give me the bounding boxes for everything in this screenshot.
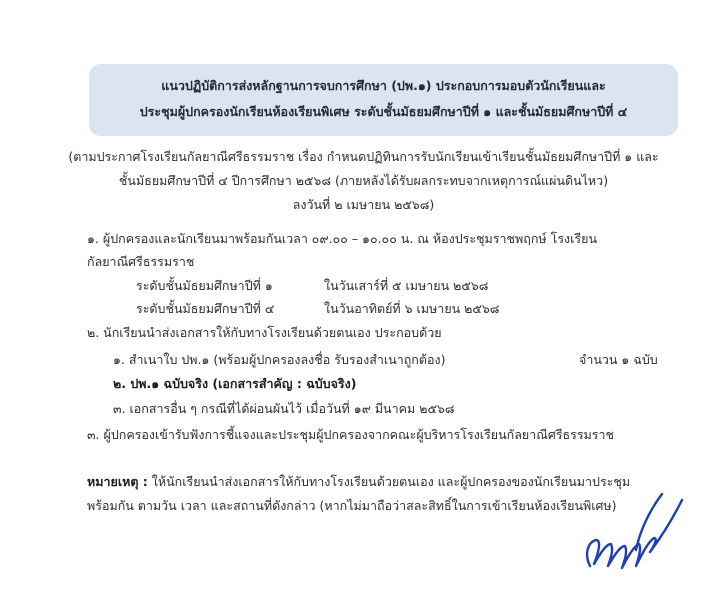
- note-label: หมายเหตุ :: [87, 474, 148, 489]
- doc-3: ๓. เอกสารอื่น ๆ กรณีที่ได้ผ่อนผันไว้ เมื่อวันที่ ๑๙ มีนาคม ๒๕๖๘: [113, 401, 455, 416]
- item-2-heading: ๒. นักเรียนนำส่งเอกสารให้กับทางโรงเรียนด้วยตนเอง ประกอบด้วย: [87, 325, 442, 340]
- note-line-2: พร้อมกัน ตามวัน เวลา และสถานที่ดังกล่าว (หากไม่มาถือว่าสละสิทธิ์ในการเข้าเรียนห้องเรียนพิเศษ): [87, 498, 617, 513]
- doc-2: ๒. ปพ.๑ ฉบับจริง (เอกสารสำคัญ : ฉบับจริง): [113, 376, 357, 391]
- reference-line-1: (ตามประกาศโรงเรียนกัลยาณีศรีธรรมราช เรื่อง กำหนดปฏิทินการรับนักเรียนเข้าเรียนชั้นมัธยมศึกษาปีที่ ๑ และ: [68, 149, 659, 164]
- reference-date: ลงวันที่ ๒ เมษายน ๒๕๖๘): [292, 197, 435, 212]
- doc-1: ๑. สำเนาใบ ปพ.๑ (พร้อมผู้ปกครองลงชื่อ รับรองสำเนาถูกต้อง): [113, 352, 446, 367]
- schedule-date-m4: ในวันอาทิตย์ที่ ๖ เมษายน ๒๕๖๘: [324, 301, 500, 316]
- title-line-1: แนวปฏิบัติการส่งหลักฐานการจบการศึกษา (ปพ.๑) ประกอบการมอบตัวนักเรียนและ: [161, 78, 606, 93]
- note-text-1: ให้นักเรียนนำส่งเอกสารให้กับทางโรงเรียนด้วยตนเอง และผู้ปกครองของนักเรียนมาประชุม: [147, 474, 631, 489]
- schedule-level-m4: ระดับชั้นมัธยมศึกษาปีที่ ๔: [136, 301, 275, 316]
- signature-image: [578, 470, 688, 585]
- item-1-line-2: กัลยาณีศรีธรรมราช: [87, 254, 195, 269]
- schedule-level-m1: ระดับชั้นมัธยมศึกษาปีที่ ๑: [136, 278, 273, 293]
- reference-line-2: ชั้นมัธยมศึกษาปีที่ ๔ ปีการศึกษา ๒๕๖๘ (ภายหลังได้รับผลกระทบจากเหตุการณ์แผ่นดินไหว): [118, 173, 609, 188]
- schedule-date-m1: ในวันเสาร์ที่ ๕ เมษายน ๒๕๖๘: [324, 278, 489, 293]
- title-banner: [89, 64, 678, 136]
- doc-1-quantity: จำนวน ๑ ฉบับ: [579, 352, 658, 367]
- title-line-2: ประชุมผู้ปกครองนักเรียนห้องเรียนพิเศษ ระดับชั้นมัธยมศึกษาปีที่ ๑ และชั้นมัธยมศึกษาปีที่ ๔: [139, 104, 628, 119]
- item-3: ๓. ผู้ปกครองเข้ารับฟังการชี้แจงและประชุมผู้ปกครองจากคณะผู้บริหารโรงเรียนกัลยาณีศรีธรรมราช: [87, 427, 614, 442]
- item-1-line-1: ๑. ผู้ปกครองและนักเรียนมาพร้อมกันเวลา ๐๙.๐๐ – ๑๐.๐๐ น. ณ ห้องประชุมราชพฤกษ์ โรงเรียน: [87, 231, 597, 246]
- note-line-1: [87, 472, 630, 492]
